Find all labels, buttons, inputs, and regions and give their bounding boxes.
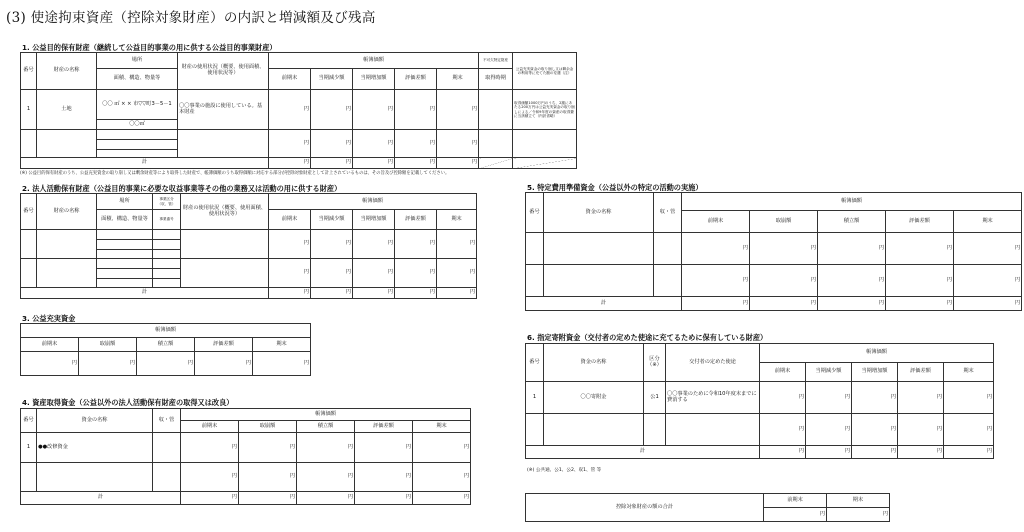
row-area: 〇〇㎡	[97, 120, 178, 130]
hdr-decrease: 当期減少額	[311, 69, 353, 90]
section-5-title: 5. 特定費用準備資金（公益以外の特定の活動の実施）	[527, 183, 703, 192]
yen-cell: 円	[852, 414, 898, 446]
yen-cell: 円	[886, 297, 954, 311]
yen-cell: 円	[239, 492, 297, 505]
empty-cell	[97, 230, 153, 240]
summary-hdr-opening: 前期末	[764, 494, 827, 508]
yen-cell: 円	[437, 130, 479, 158]
section-1-table	[20, 52, 577, 169]
hdr-accumulation: 積立額	[818, 211, 886, 233]
hdr-fund-note: 公益充実資金の取り崩し又は剰余金の利用等に充てた額の変遷（注）	[513, 53, 577, 90]
empty-cell	[544, 233, 654, 265]
yen-cell: 円	[79, 352, 137, 376]
section-4-title: 4. 資産取得資金（公益以外の法人活動保有財産の取得又は改良）	[22, 398, 234, 407]
yen-cell: 円	[437, 288, 477, 299]
hdr-area-structure: 面積、構造、物量等	[97, 210, 153, 230]
hdr-valuation: 評価差額	[395, 210, 437, 230]
hdr-withdrawal: 取崩額	[750, 211, 818, 233]
section-6-table	[525, 343, 994, 459]
empty-cell	[666, 414, 760, 446]
yen-cell: 円	[311, 158, 353, 169]
yen-cell: 円	[395, 230, 437, 259]
hdr-fund-name: 資金の名称	[544, 193, 654, 233]
empty-cell	[153, 250, 181, 259]
row-no: 1	[526, 382, 544, 414]
yen-cell: 円	[682, 265, 750, 297]
hdr-no: 番号	[21, 409, 37, 433]
hdr-closing: 期末	[413, 421, 471, 433]
hdr-valuation: 評価差額	[395, 69, 437, 90]
yen-cell: 円	[353, 259, 395, 288]
yen-cell: 円	[269, 90, 311, 130]
empty-cell	[644, 414, 666, 446]
yen-cell: 円	[311, 230, 353, 259]
row-no: 1	[21, 90, 37, 130]
hdr-book-value: 帳簿価額	[269, 53, 479, 69]
yen-cell: 円	[413, 492, 471, 505]
hdr-opening: 前期末	[181, 421, 239, 433]
summary-hdr-closing: 期末	[827, 494, 890, 508]
hdr-withdrawal: 取崩額	[239, 421, 297, 433]
hdr-closing: 期末	[253, 338, 311, 352]
empty-cell	[153, 269, 181, 279]
hdr-opening: 前期末	[269, 210, 311, 230]
yen-cell: 円	[297, 433, 355, 463]
yen-cell: 円	[818, 265, 886, 297]
yen-cell: 円	[944, 414, 994, 446]
total-label: 計	[21, 158, 269, 169]
empty-cell	[153, 230, 181, 240]
yen-cell: 円	[181, 492, 239, 505]
hdr-book-value: 帳簿価額	[760, 344, 994, 363]
yen-cell: 円	[311, 288, 353, 299]
hdr-increase: 当期増加額	[852, 363, 898, 382]
hdr-book-value: 帳簿価額	[21, 324, 311, 338]
yen-cell: 円	[437, 90, 479, 130]
hdr-income-mgmt: 収・管	[654, 193, 682, 233]
hdr-asset-name: 財産の名称	[37, 194, 97, 230]
row-no: 1	[21, 433, 37, 463]
section-6-footnote: (※) 公共通、公1、公2、収1、管 等	[527, 468, 602, 473]
yen-cell: 円	[195, 352, 253, 376]
yen-cell: 円	[886, 233, 954, 265]
hdr-location: 場所	[97, 194, 153, 210]
section-1-footnote: (※) 公益目的保有財産のうち、公益充実資金の取り崩し又は剰余財産等により取得した財産で、帳簿価額のうち取得価額に対応する部分が控除対象財産として計上されているものは、その旨及び控除額を記載してください。	[20, 171, 450, 176]
row-usage: 〇〇事業の施設に使用している。基本財産	[178, 90, 269, 130]
yen-cell: 円	[898, 382, 944, 414]
yen-cell: 円	[764, 508, 827, 522]
yen-cell: 円	[954, 297, 1022, 311]
yen-cell: 円	[353, 288, 395, 299]
empty-cell	[544, 414, 644, 446]
yen-cell: 円	[944, 382, 994, 414]
yen-cell: 円	[395, 259, 437, 288]
yen-cell: 円	[682, 297, 750, 311]
hdr-closing: 期末	[954, 211, 1022, 233]
empty-cell	[544, 265, 654, 297]
yen-cell: 円	[239, 433, 297, 463]
yen-cell: 円	[682, 233, 750, 265]
empty-cell	[181, 230, 269, 259]
empty-cell	[181, 259, 269, 288]
section-3-table	[20, 323, 311, 376]
hdr-opening: 前期末	[269, 69, 311, 90]
yen-cell: 円	[818, 233, 886, 265]
row-location: 〇〇 ㎡ × × 市▽▽町3－5－1	[97, 90, 178, 120]
yen-cell: 円	[898, 414, 944, 446]
summary-table	[525, 493, 890, 522]
yen-cell: 円	[750, 265, 818, 297]
row-donor-use: 〇〇事業のために令和10年度末までに費消する	[666, 382, 760, 414]
yen-cell: 円	[355, 492, 413, 505]
yen-cell: 円	[269, 259, 311, 288]
empty-cell	[479, 90, 513, 130]
hdr-increase: 当期増加額	[353, 69, 395, 90]
empty-cell	[153, 279, 181, 288]
yen-cell: 円	[954, 233, 1022, 265]
total-label: 計	[21, 288, 269, 299]
yen-cell: 円	[437, 259, 477, 288]
hdr-book-value: 帳簿価額	[269, 194, 477, 210]
empty-cell	[153, 433, 181, 463]
yen-cell: 円	[239, 463, 297, 492]
yen-cell: 円	[253, 352, 311, 376]
hdr-closing: 期末	[437, 210, 477, 230]
empty-cell	[37, 463, 153, 492]
empty-cell	[21, 259, 37, 288]
yen-cell: 円	[21, 352, 79, 376]
hdr-business-no: 事業番号	[153, 210, 181, 230]
hdr-asset-name: 財産の名称	[37, 53, 97, 90]
yen-cell: 円	[395, 130, 437, 158]
yen-cell: 円	[750, 233, 818, 265]
empty-cell	[526, 233, 544, 265]
yen-cell: 円	[395, 90, 437, 130]
yen-cell: 円	[355, 433, 413, 463]
diagonal-cell	[479, 158, 513, 169]
empty-cell	[37, 259, 97, 288]
hdr-accumulation: 積立額	[297, 421, 355, 433]
section-2-title: 2. 法人活動保有財産（公益目的事業に必要な収益事業等その他の業務又は活動の用に供する財産）	[22, 184, 342, 193]
yen-cell: 円	[353, 158, 395, 169]
empty-cell	[37, 130, 97, 158]
yen-cell: 円	[269, 130, 311, 158]
hdr-fund-name: 資金の名称	[37, 409, 153, 433]
summary-label: 控除対象財産の額の合計	[526, 494, 764, 522]
yen-cell: 円	[760, 382, 806, 414]
page-title: (3) 使途拘束資産（控除対象財産）の内訳と増減額及び残高	[6, 10, 376, 26]
hdr-closing: 期末	[437, 69, 479, 90]
yen-cell: 円	[297, 463, 355, 492]
yen-cell: 円	[806, 382, 852, 414]
yen-cell: 円	[437, 230, 477, 259]
empty-cell	[97, 259, 153, 269]
yen-cell: 円	[181, 433, 239, 463]
empty-cell	[526, 265, 544, 297]
section-5-table	[525, 192, 1022, 311]
section-3-title: 3. 公益充実資金	[22, 314, 76, 323]
section-2-table	[20, 193, 477, 299]
hdr-valuation: 評価差額	[355, 421, 413, 433]
yen-cell: 円	[269, 288, 311, 299]
hdr-accumulation: 積立額	[137, 338, 195, 352]
yen-cell: 円	[137, 352, 195, 376]
empty-cell	[97, 130, 178, 140]
row-fund-name: ●●改修資金	[37, 433, 153, 463]
yen-cell: 円	[353, 130, 395, 158]
hdr-fund-name: 資金の名称	[544, 344, 644, 382]
yen-cell: 円	[395, 288, 437, 299]
yen-cell: 円	[750, 297, 818, 311]
yen-cell: 円	[898, 446, 944, 459]
yen-cell: 円	[944, 446, 994, 459]
hdr-location: 場所	[97, 53, 178, 69]
yen-cell: 円	[760, 446, 806, 459]
yen-cell: 円	[886, 265, 954, 297]
hdr-acquisition-time: 取得時期	[479, 69, 513, 90]
row-fund-note: 取得価額1000万円のうち、2割にあたる200万円は公益充実資金の取り崩しによる／令和9年度の資産の取得費に当該積立て（内訳省略）	[513, 90, 577, 130]
hdr-no: 番号	[526, 344, 544, 382]
yen-cell: 円	[818, 297, 886, 311]
hdr-usage: 財産の使用状況（概要、使用面積、使用状況等）	[178, 53, 269, 90]
hdr-area-structure: 面積、構造、物量等	[97, 69, 178, 90]
hdr-no: 番号	[21, 194, 37, 230]
row-asset-name: 土地	[37, 90, 97, 130]
hdr-withdrawal: 取崩額	[79, 338, 137, 352]
section-6-title: 6. 指定寄附資金（交付者の定めた使途に充てるために保有している財産）	[527, 333, 768, 342]
empty-cell	[153, 259, 181, 269]
yen-cell: 円	[760, 414, 806, 446]
hdr-business-category: 事業区分（収、管）	[153, 194, 181, 210]
empty-cell	[97, 279, 153, 288]
yen-cell: 円	[355, 463, 413, 492]
row-category: 公1	[644, 382, 666, 414]
yen-cell: 円	[269, 158, 311, 169]
yen-cell: 円	[353, 230, 395, 259]
hdr-valuation: 評価差額	[195, 338, 253, 352]
yen-cell: 円	[806, 414, 852, 446]
hdr-usage: 財産の使用状況（概要、使用面積、使用状況等）	[181, 194, 269, 230]
empty-cell	[21, 230, 37, 259]
total-label: 計	[526, 446, 760, 459]
empty-cell	[513, 130, 577, 158]
yen-cell: 円	[297, 492, 355, 505]
yen-cell: 円	[437, 158, 479, 169]
hdr-income-mgmt: 収・管	[153, 409, 181, 433]
empty-cell	[153, 463, 181, 492]
hdr-donor-use: 交付者の定めた使途	[666, 344, 760, 382]
yen-cell: 円	[311, 259, 353, 288]
empty-cell	[97, 240, 153, 250]
hdr-no: 番号	[21, 53, 37, 90]
yen-cell: 円	[413, 433, 471, 463]
yen-cell: 円	[181, 463, 239, 492]
hdr-book-value: 帳簿価額	[181, 409, 471, 421]
yen-cell: 円	[852, 382, 898, 414]
hdr-decrease: 当期減少額	[806, 363, 852, 382]
empty-cell	[97, 150, 178, 158]
empty-cell	[178, 130, 269, 158]
section-4-table	[20, 408, 471, 505]
section-1-title: 1. 公益目的保有財産（継続して公益目的事業の用に供する公益目的事業財産）	[22, 43, 277, 52]
yen-cell: 円	[311, 90, 353, 130]
hdr-opening: 前期末	[682, 211, 750, 233]
empty-cell	[97, 140, 178, 150]
hdr-opening: 前期末	[21, 338, 79, 352]
yen-cell: 円	[827, 508, 890, 522]
total-label: 計	[21, 492, 181, 505]
empty-cell	[37, 230, 97, 259]
yen-cell: 円	[852, 446, 898, 459]
yen-cell: 円	[353, 90, 395, 130]
yen-cell: 円	[413, 463, 471, 492]
row-fund-name: 〇〇寄附金	[544, 382, 644, 414]
yen-cell: 円	[395, 158, 437, 169]
hdr-no: 番号	[526, 193, 544, 233]
hdr-valuation: 評価差額	[886, 211, 954, 233]
empty-cell	[21, 463, 37, 492]
diagonal-cell	[513, 158, 577, 169]
empty-cell	[654, 265, 682, 297]
hdr-increase: 当期増加額	[353, 210, 395, 230]
empty-cell	[526, 414, 544, 446]
empty-cell	[97, 269, 153, 279]
hdr-opening: 前期末	[760, 363, 806, 382]
empty-cell	[479, 130, 513, 158]
empty-cell	[21, 130, 37, 158]
hdr-special-asset: 不可欠特定財産	[479, 53, 513, 69]
hdr-valuation: 評価差額	[898, 363, 944, 382]
hdr-category: 区分（※）	[644, 344, 666, 382]
hdr-closing: 期末	[944, 363, 994, 382]
yen-cell: 円	[806, 446, 852, 459]
empty-cell	[153, 240, 181, 250]
yen-cell: 円	[954, 265, 1022, 297]
empty-cell	[97, 250, 153, 259]
empty-cell	[654, 233, 682, 265]
total-label: 計	[526, 297, 682, 311]
yen-cell: 円	[269, 230, 311, 259]
hdr-book-value: 帳簿価額	[682, 193, 1022, 211]
yen-cell: 円	[311, 130, 353, 158]
hdr-decrease: 当期減少額	[311, 210, 353, 230]
